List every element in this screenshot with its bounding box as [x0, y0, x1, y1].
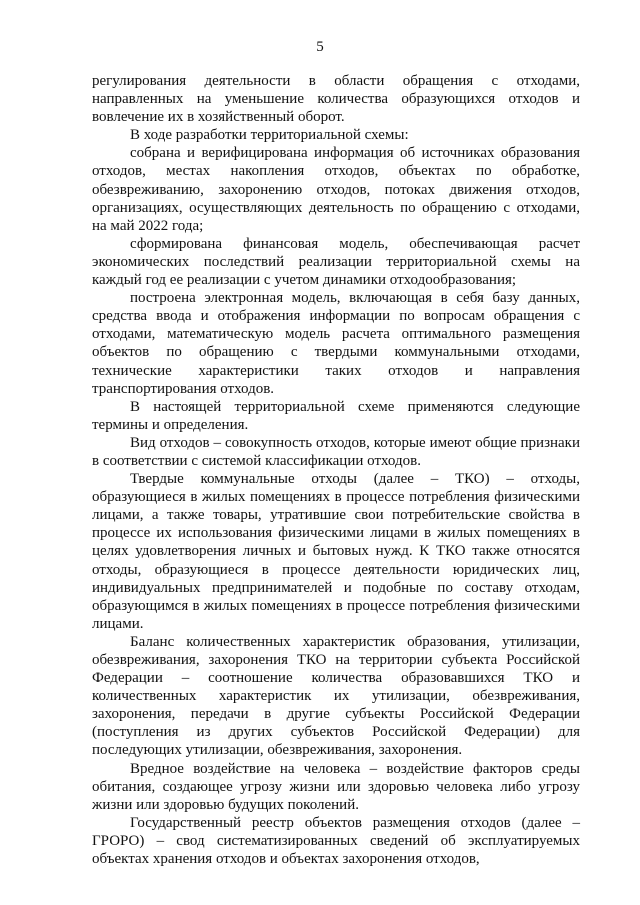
- paragraph-definition-groro: Государственный реестр объектов размещения отходов (далее – ГРОРО) – свод систематизированных сведений об эксплуатируемых объектах хранения отходов и объектах захоронения отходов,: [92, 814, 580, 868]
- paragraph-scheme-development-intro: В ходе разработки территориальной схемы:: [130, 127, 409, 144]
- paragraph-electronic-model: построена электронная модель, включающая в себя базу данных, средства ввода и отображения информации по вопросам обращения с отходами, математическую модель расчета оптимального размещения объектов по обращению с твердыми коммунальными отходами, технические характеристики таких отходов и направления транспортирования отходов.: [92, 290, 580, 397]
- paragraph-definition-balance: Баланс количественных характеристик образования, утилизации, обезвреживания, захоронения ТКО на территории субъекта Российской Федерации – соотношение количества образовавшихся ТКО и количественных характеристик их утилизации, обезвреживания, захоронения, передачи в другие субъекты Российской Федерации (поступления из других субъектов Российской Федерации) для последующих утилизации, обезвреживания, захоронения.: [92, 633, 580, 759]
- paragraph-terms-intro: В настоящей территориальной схеме применяются следующие термины и определения.: [92, 398, 580, 433]
- paragraph-definition-harmful-impact: Вредное воздействие на человека – воздействие факторов среды обитания, создающее угрозу жизни или здоровью человека либо угрозу жизни или здоровью будущих поколений.: [92, 760, 580, 813]
- paragraph-definition-waste-type: Вид отходов – совокупность отходов, которые имеют общие признаки в соответствии с системой классификации отходов.: [92, 434, 580, 469]
- document-body: [92, 72, 580, 868]
- paragraph-information-collected: собрана и верифицирована информация об источниках образования отходов, местах накопления отходов, объектах по обработке, обезвреживанию, захоронению отходов, потоках движения отходов, организациях, осуществляющих деятельность по обращению с отходами, на май 2022 года;: [92, 145, 580, 234]
- paragraph-financial-model: сформирована финансовая модель, обеспечивающая расчет экономических последствий реализации территориальной схемы на каждый год ее реализации с учетом динамики отходообразования;: [92, 235, 580, 289]
- paragraph-definition-tko: Твердые коммунальные отходы (далее – ТКО) – отходы, образующиеся в жилых помещениях в процессе потребления физическими лицами, а также товары, утратившие свои потребительские свойства в процессе их использования физическими лицами в жилых помещениях в целях удовлетворения личных и бытовых нужд. К ТКО также относятся отходы, образующиеся в процессе деятельности юридических лиц, индивидуальных предпринимателей и подобные по составу отходам, образующимся в жилых помещениях в процессе потребления физическими лицами.: [92, 471, 580, 632]
- page-number: 5: [316, 39, 324, 55]
- paragraph-continuation: регулирования деятельности в области обращения с отходами, направленных на уменьшение количества образующихся отходов и вовлечение их в хозяйственный оборот.: [92, 73, 580, 126]
